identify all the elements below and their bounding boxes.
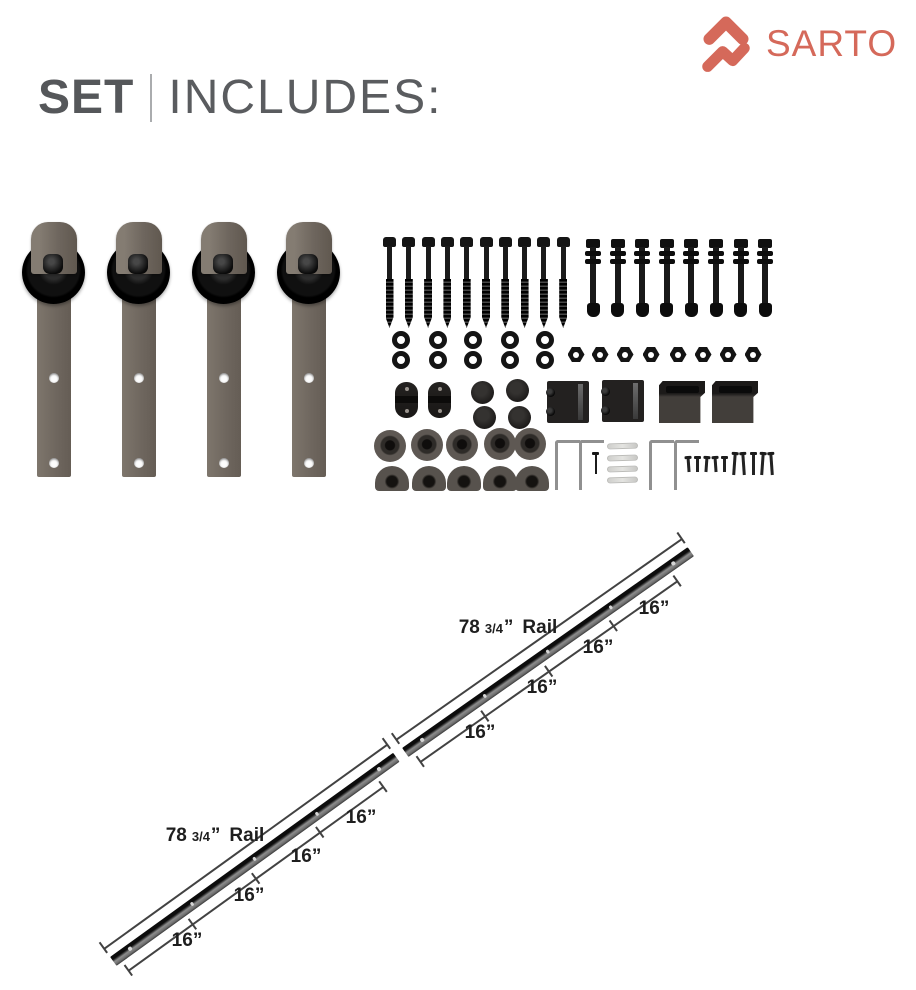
screw-head <box>711 456 718 459</box>
wall-spacer-side <box>412 466 446 491</box>
bolt-spacer <box>659 259 675 264</box>
flat-washer <box>464 331 482 349</box>
hex-nut <box>745 347 762 362</box>
brand-name: SARTO <box>766 23 898 64</box>
screw-head <box>721 456 728 459</box>
nut-hole <box>597 352 603 358</box>
wall-anchor <box>607 477 638 484</box>
rail-stopper-block <box>602 380 644 422</box>
anti-jump-disc <box>473 406 496 429</box>
small-screw <box>704 456 708 472</box>
nut-hole <box>573 352 579 358</box>
bolt-spacer <box>757 259 773 264</box>
wall-spacer <box>446 429 478 461</box>
bolt-spacer <box>634 259 650 264</box>
screw-thread <box>501 279 509 328</box>
strap-hole <box>219 373 229 383</box>
wall-spacer <box>484 428 516 460</box>
hex-nut <box>695 347 712 362</box>
rubber-stop-block <box>659 381 705 423</box>
rail-lower-segment-label: 16” <box>345 807 377 828</box>
rail-length-fraction: 3/4 <box>484 621 503 636</box>
screw-shank <box>522 246 527 280</box>
flat-washer <box>536 331 554 349</box>
small-screw <box>769 452 774 475</box>
rail-stopper-block <box>547 381 589 423</box>
stopper-slot <box>578 384 583 420</box>
hex-nut <box>592 347 609 362</box>
stopper-slot <box>633 383 638 419</box>
screw-thread <box>559 279 567 328</box>
bolt-spacer <box>733 259 749 264</box>
bolt-nut <box>710 303 723 317</box>
bolt-spacer <box>659 251 675 256</box>
nut-hole <box>750 352 756 358</box>
rail-lower-segment-label: 16” <box>233 885 265 906</box>
rail-length-label-upper <box>459 617 558 639</box>
lag-screw <box>460 237 473 328</box>
bolt-spacer <box>708 259 724 264</box>
bolt-spacer <box>757 251 773 256</box>
rail-length-whole: 78 <box>458 617 480 638</box>
screw-thread <box>405 279 413 328</box>
screw-shank <box>503 246 508 280</box>
rail-upper-segment-label: 16” <box>638 598 670 619</box>
flat-washer <box>536 351 554 369</box>
rail-length-fraction: 3/4 <box>191 829 210 844</box>
anti-jump-disc <box>471 381 494 404</box>
small-screw <box>686 456 690 472</box>
screw-shank <box>464 246 469 280</box>
rail-lower-segment-label: 16” <box>290 846 322 867</box>
hanger-bolt <box>610 239 626 317</box>
flat-washer <box>501 331 519 349</box>
bolt-spacer <box>733 251 749 256</box>
small-screw <box>723 456 726 472</box>
flat-washer <box>464 351 482 369</box>
hex-nut <box>720 347 737 362</box>
guide-hole <box>405 409 409 413</box>
small-screw <box>713 456 717 472</box>
wall-anchor <box>607 443 638 450</box>
lag-screw <box>422 237 435 328</box>
rail-length-unit: ” <box>503 617 514 638</box>
small-screw <box>760 452 765 475</box>
small-screw <box>592 452 599 474</box>
bolt-nut <box>587 303 600 317</box>
bolt-spacer <box>683 259 699 264</box>
screw-head <box>750 452 757 455</box>
flat-washer <box>429 351 447 369</box>
screw-head <box>767 452 774 455</box>
nut-hole <box>648 352 654 358</box>
stop-slot <box>666 386 699 393</box>
screw-head <box>732 452 739 455</box>
bolt-spacer <box>634 251 650 256</box>
stop-slot <box>719 386 752 393</box>
anti-jump-disc <box>508 406 531 429</box>
rubber-stop-block <box>712 381 758 423</box>
wall-anchor <box>607 466 638 473</box>
bolt-spacer <box>683 251 699 256</box>
nut-hole <box>725 352 731 358</box>
bolt-nut <box>685 303 698 317</box>
lag-screw <box>537 237 550 328</box>
screw-thread <box>386 279 394 328</box>
bolt-spacer <box>610 259 626 264</box>
screw-head <box>703 456 710 459</box>
wall-spacer-side <box>483 466 517 491</box>
wall-anchor <box>607 455 638 462</box>
bolt-spacer <box>610 251 626 256</box>
stopper-bolt <box>601 406 610 415</box>
screw-thread <box>424 279 432 328</box>
rail-upper-segment-label: 16” <box>582 637 614 658</box>
screw-shank <box>561 246 566 280</box>
strap-hole <box>219 458 229 468</box>
hanger-bolt <box>757 239 773 317</box>
screw-head <box>684 456 691 459</box>
wall-spacer-side <box>375 466 409 491</box>
hanger-bolt <box>634 239 650 317</box>
stopper-bolt <box>546 407 555 416</box>
stopper-bolt <box>546 388 555 397</box>
wall-spacer-side <box>515 466 549 491</box>
lag-screw <box>441 237 454 328</box>
wall-spacer-side <box>447 466 481 491</box>
small-screw <box>741 452 746 475</box>
hex-nut <box>568 347 585 362</box>
guide-hole <box>438 387 442 391</box>
bolt-nut <box>636 303 649 317</box>
rail-word: Rail <box>522 617 558 638</box>
screw-head <box>694 456 701 459</box>
small-screw <box>696 456 699 472</box>
hex-nut <box>670 347 687 362</box>
bolt-nut <box>660 303 673 317</box>
screw-thread <box>463 279 471 328</box>
bolt-spacer <box>585 259 601 264</box>
allen-wrench <box>555 440 580 490</box>
floor-guide <box>428 382 451 418</box>
set-label: SET <box>38 71 135 124</box>
guide-band <box>395 396 418 403</box>
hanger-bolt <box>585 239 601 317</box>
wall-spacer <box>374 430 406 462</box>
hex-nut <box>617 347 634 362</box>
screw-thread <box>443 279 451 328</box>
strap-hole <box>304 373 314 383</box>
lag-screw <box>383 237 396 328</box>
screw-thread <box>482 279 490 328</box>
screw-shank <box>387 246 392 280</box>
strap-hole <box>49 373 59 383</box>
strap-hole <box>304 458 314 468</box>
rail-lower-segment-label: 16” <box>171 930 203 951</box>
hanger-bolt <box>683 239 699 317</box>
allen-wrench <box>649 440 674 490</box>
screw-head <box>760 452 767 455</box>
screw-thread <box>521 279 529 328</box>
rail-word: Rail <box>229 825 265 846</box>
lag-screw <box>518 237 531 328</box>
hex-nut <box>643 347 660 362</box>
floor-guide <box>395 382 418 418</box>
includes-label: INCLUDES: <box>168 71 443 124</box>
screw-shank <box>426 246 431 280</box>
flat-washer <box>392 351 410 369</box>
wall-spacer <box>411 429 443 461</box>
screw-shank <box>484 246 489 280</box>
nut-hole <box>675 352 681 358</box>
bolt-spacer <box>708 251 724 256</box>
rail-upper-segment-label: 16” <box>526 677 558 698</box>
guide-band <box>428 396 451 403</box>
guide-hole <box>405 387 409 391</box>
rail-length-whole: 78 <box>165 825 187 846</box>
flat-washer <box>501 351 519 369</box>
screw-shank <box>541 246 546 280</box>
hanger-bolt <box>708 239 724 317</box>
anti-jump-disc <box>506 379 529 402</box>
small-screw <box>752 452 755 475</box>
lag-screw <box>557 237 570 328</box>
flat-washer <box>429 331 447 349</box>
hanger-bolt <box>733 239 749 317</box>
bolt-nut <box>611 303 624 317</box>
rail-length-label-lower <box>166 825 265 847</box>
lag-screw <box>480 237 493 328</box>
strap-hole <box>134 373 144 383</box>
stopper-bolt <box>601 387 610 396</box>
small-screw <box>732 452 737 475</box>
lag-screw <box>402 237 415 328</box>
screw-head <box>739 452 746 455</box>
flat-washer <box>392 331 410 349</box>
hanger-bolt <box>659 239 675 317</box>
overall-dimension-line <box>396 538 683 740</box>
screw-shank <box>406 246 411 280</box>
nut-hole <box>700 352 706 358</box>
strap-hole <box>49 458 59 468</box>
wall-spacer <box>514 428 546 460</box>
lag-screw <box>499 237 512 328</box>
bolt-spacer <box>585 251 601 256</box>
guide-hole <box>438 409 442 413</box>
strap-hole <box>134 458 144 468</box>
nut-hole <box>622 352 628 358</box>
bolt-nut <box>759 303 772 317</box>
screw-shank <box>445 246 450 280</box>
screw-thread <box>540 279 548 328</box>
bolt-nut <box>734 303 747 317</box>
rail-length-unit: ” <box>210 825 221 846</box>
rail-upper-segment-label: 16” <box>464 722 496 743</box>
screw-shank <box>595 455 597 474</box>
